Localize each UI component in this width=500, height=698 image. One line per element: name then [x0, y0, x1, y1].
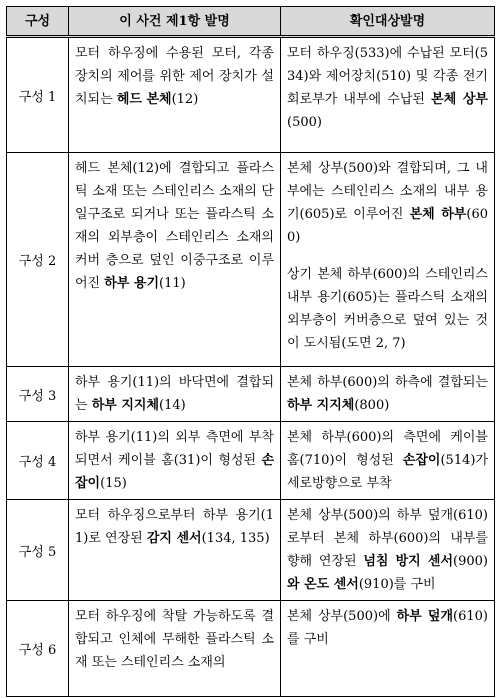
cell-paragraph: [287, 504, 488, 596]
cell-paragraph: [287, 371, 488, 417]
table-body: [7, 37, 495, 697]
text-segment: 하부 용기(11)의 바닥면에 결합되는: [75, 375, 274, 413]
cell-paragraph: [75, 157, 274, 295]
table-row: [7, 37, 495, 153]
target-invention-cell: [281, 153, 495, 367]
text-segment: 본체 하부(600)의 하측에 결합되는: [287, 375, 488, 390]
cell-paragraph: [287, 42, 488, 134]
cell-paragraph: [75, 605, 274, 674]
bold-term: 본체 하부: [409, 207, 467, 222]
bold-term: 넘침 방지 센서: [363, 554, 454, 569]
target-invention-cell: [281, 37, 495, 153]
table-row: [7, 422, 495, 500]
text-segment: (11): [159, 276, 186, 291]
target-invention-cell: [281, 500, 495, 601]
text-segment: 모터 하우징(533)에 수납된 모터(534)와 제어장치(510) 및 각종 전기회로부가 내부에 수납된: [287, 46, 488, 107]
row-label: 구성 5: [7, 500, 69, 601]
bold-term: 하부 지지체: [287, 398, 355, 413]
header-composition: 구성: [7, 7, 69, 37]
claim-invention-cell: [69, 37, 281, 153]
cell-paragraph: [287, 157, 488, 249]
claim-invention-cell: [69, 422, 281, 500]
cell-paragraph: [75, 371, 274, 417]
comparison-table: [6, 6, 495, 697]
text-segment: 본체 상부(500)의 하부 덮개(610)로부터 본체 하부(600)의 내부를 향해 연장된: [287, 508, 488, 569]
cell-paragraph: [75, 42, 274, 111]
row-label: 구성 1: [7, 37, 69, 153]
table-row: [7, 601, 495, 697]
row-label: 구성 4: [7, 422, 69, 500]
bold-term: 와 온도 센서: [287, 577, 359, 592]
claim-invention-cell: [69, 500, 281, 601]
claim-invention-cell: [69, 367, 281, 422]
header-row: [7, 7, 495, 37]
text-segment: (14): [159, 398, 186, 413]
cell-paragraph: [287, 263, 488, 355]
text-segment: (610) 를 구비: [287, 609, 488, 647]
cell-paragraph: [287, 605, 488, 651]
table-header: [7, 7, 495, 37]
header-target-invention: 확인대상발명: [281, 7, 495, 37]
cell-paragraph: [287, 426, 488, 495]
text-segment: 본체 상부(500)와 결합되며, 그 내부에는 스테인리스 소재의 내부 용기(605)로 이루어진: [287, 161, 488, 222]
text-segment: (910)를 구비: [358, 577, 436, 592]
text-segment: (500): [287, 115, 322, 130]
target-invention-cell: [281, 367, 495, 422]
bold-term: 하부 덮개: [396, 609, 454, 624]
bold-term: 하부 지지체: [91, 398, 160, 413]
cell-paragraph: [75, 426, 274, 495]
bold-term: 본체 상부: [431, 92, 488, 107]
text-segment: (600): [287, 207, 488, 245]
text-segment: (15): [100, 476, 127, 491]
text-segment: 모터 하우징에 수용된 모터, 각종 장치의 제어를 위한 제어 장치가 설치되는: [75, 46, 274, 107]
header-claim-invention: 이 사건 제1항 발명: [69, 7, 281, 37]
text-segment: (800): [354, 398, 390, 413]
text-segment: 모터 하우징으로부터 하부 용기(11)로 연장된: [75, 508, 274, 546]
table-row: [7, 367, 495, 422]
target-invention-cell: [281, 422, 495, 500]
bold-term: 하부 용기: [104, 276, 160, 291]
bold-term: 손잡이: [75, 453, 274, 491]
bold-term: 감지 센서: [146, 531, 202, 546]
text-segment: 본체 상부(500)에: [287, 609, 397, 624]
text-segment: 헤드 본체(12)에 결합되고 플라스틱 소재 또는 스테인리스 소재의 단일구조로 되거나 또는 플라스틱 소재의 외부층이 스테인리스 소재의 커버 층으로 덮인 이중구조로 이루어진: [75, 161, 274, 291]
text-segment: 상기 본체 하부(600)의 스테인리스 내부 용기(605)는 플라스틱 소재의 외부층이 커버층으로 덮여 있는 것이 도시됨(도면 2, 7): [287, 267, 488, 351]
table-row: [7, 153, 495, 367]
claim-invention-cell: [69, 153, 281, 367]
target-invention-cell: [281, 601, 495, 697]
table-row: [7, 500, 495, 601]
row-label: 구성 2: [7, 153, 69, 367]
bold-term: 손잡이: [402, 453, 441, 468]
text-segment: 모터 하우징에 착탈 가능하도록 결합되고 인체에 무해한 플라스틱 소재 또는 스테인리스 소재의: [75, 609, 274, 670]
bold-term: 헤드 본체: [116, 92, 172, 107]
text-segment: (134, 135): [201, 531, 270, 546]
text-segment: 하부 용기(11)의 외부 측면에 부착되면서 케이블 홈(31)이 형성된: [75, 430, 274, 468]
row-label: 구성 6: [7, 601, 69, 697]
text-segment: (514)가 세로방향으로 부착: [287, 453, 488, 491]
row-label: 구성 3: [7, 367, 69, 422]
cell-paragraph: [75, 504, 274, 550]
text-segment: 본체 하부(600)의 측면에 케이블 홈(710)이 형성된: [287, 430, 488, 468]
claim-invention-cell: [69, 601, 281, 697]
text-segment: (12): [171, 92, 199, 107]
text-segment: (900): [453, 554, 488, 569]
